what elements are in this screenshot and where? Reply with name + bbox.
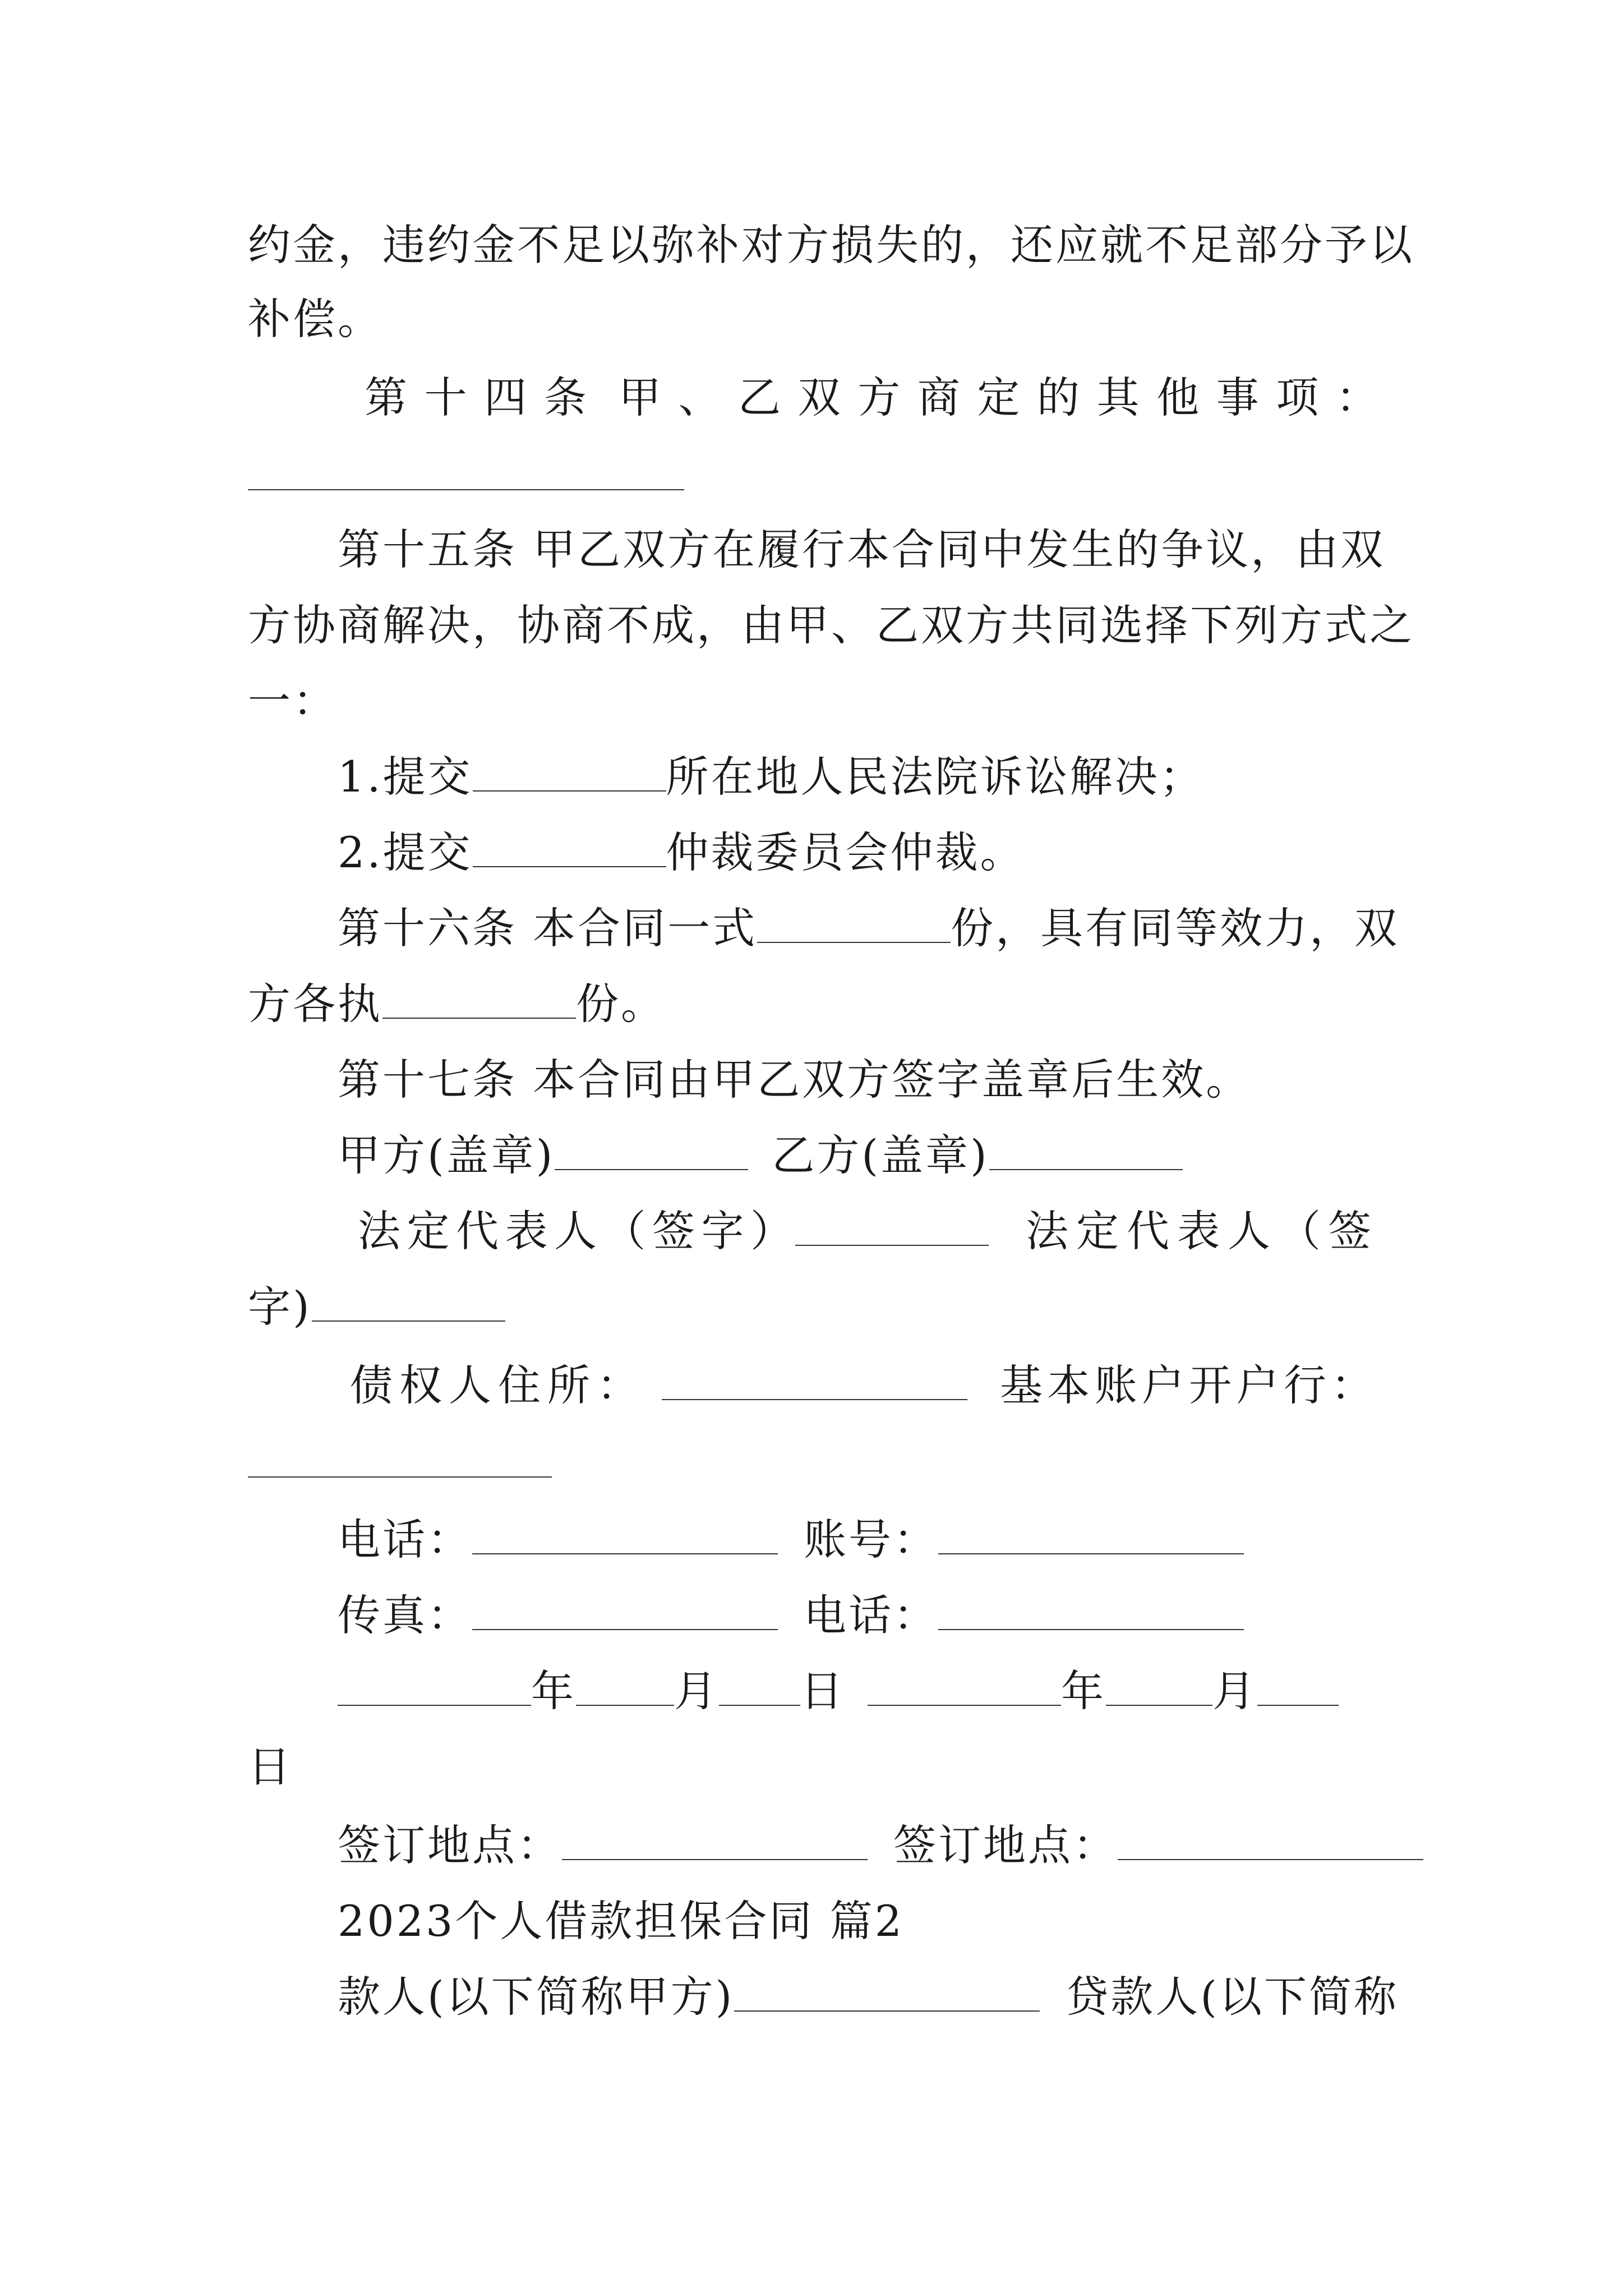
- fill-blank: [576, 1665, 674, 1706]
- fill-blank: [472, 1514, 778, 1554]
- bank-label: [1000, 1355, 1376, 1416]
- representative-line: [358, 1200, 1381, 1262]
- year-label: 年: [531, 1666, 576, 1716]
- spaced-char: （: [603, 1206, 648, 1256]
- party-a-seal-label: 甲方(盖章): [338, 1130, 555, 1180]
- spaced-char: 乙: [738, 372, 783, 422]
- fax-label: 传真：: [338, 1590, 472, 1640]
- section-heading: 2023个人借款担保合同 篇2: [338, 1896, 904, 1946]
- spaced-char: 四: [484, 372, 529, 422]
- spaced-char: 签: [1329, 1206, 1373, 1256]
- fill-blank: [757, 903, 951, 943]
- signing-place-label-2: 签订地点：: [893, 1820, 1118, 1870]
- month-label: 月: [674, 1666, 719, 1716]
- option-1-line: [338, 746, 1381, 808]
- text-line: [248, 1276, 1381, 1338]
- spaced-char: 其: [1096, 372, 1142, 422]
- fill-blank: [795, 1205, 989, 1246]
- text-line: 补偿。: [248, 294, 382, 344]
- signing-place-line: [338, 1815, 1381, 1876]
- text-line: 方协商解决，协商不成，由甲、乙双方共同选择下列方式之: [248, 600, 1414, 650]
- spaced-char: 债: [350, 1360, 395, 1410]
- text-line: [338, 1966, 1399, 2028]
- spaced-char: ）: [750, 1206, 795, 1256]
- fill-blank: [734, 1971, 1040, 2012]
- creditor-line: [350, 1355, 1381, 1416]
- spaced-char: 行: [1283, 1360, 1329, 1410]
- spaced-char: 定: [1076, 1206, 1121, 1256]
- spaced-char: 项: [1276, 372, 1321, 422]
- copies-prefix: 方各执: [248, 979, 382, 1029]
- rep-b-label-end: 字): [248, 1282, 312, 1332]
- clause-16-suffix: 份，具有同等效力，双: [951, 903, 1400, 953]
- account-label: 账号：: [804, 1515, 938, 1565]
- spaced-char: 开: [1189, 1360, 1234, 1410]
- option-2-suffix: 仲裁委员会仲裁。: [666, 827, 1025, 877]
- fill-blank: [473, 827, 666, 867]
- year-label-2: 年: [1061, 1666, 1106, 1716]
- fill-blank: [248, 1476, 552, 1478]
- borrower-label: 款人(以下简称甲方): [338, 1972, 735, 2022]
- spaced-char: 十: [424, 372, 469, 422]
- spaced-char: 条: [543, 372, 589, 422]
- spaced-char: 表: [505, 1206, 550, 1256]
- lender-label: 贷款人(以下简称: [1066, 1972, 1399, 2022]
- clause-16-line: [338, 898, 1400, 959]
- month-label-2: 月: [1212, 1666, 1257, 1716]
- fill-blank: [338, 1665, 531, 1706]
- spaced-char: 人: [449, 1360, 494, 1410]
- spaced-char: 定: [977, 372, 1022, 422]
- spaced-char: 字: [701, 1206, 746, 1256]
- clause-16-prefix: 第十六条 本合同一式: [338, 903, 758, 953]
- fill-blank: [989, 1130, 1183, 1170]
- option-1-suffix: 所在地人民法院诉讼解决；: [666, 752, 1205, 802]
- spaced-char: ：: [1335, 372, 1381, 422]
- spaced-char: 方: [857, 372, 903, 422]
- spaced-char: 的: [1036, 372, 1082, 422]
- spaced-char: 人: [1228, 1206, 1272, 1256]
- option-1-prefix: 1.提交: [338, 752, 473, 802]
- spaced-char: 表: [1177, 1206, 1222, 1256]
- creditor-address-label: [350, 1355, 642, 1416]
- clause-17-line: 第十七条 本合同由甲乙双方签字盖章后生效。: [338, 1055, 1251, 1105]
- spaced-char: 基: [1000, 1360, 1045, 1410]
- spaced-char: 户: [1141, 1360, 1187, 1410]
- fill-blank: [312, 1281, 505, 1322]
- spaced-char: 、: [678, 372, 723, 422]
- spaced-char: 所: [547, 1360, 592, 1410]
- option-2-line: [338, 822, 1381, 884]
- text-line: 约金，违约金不足以弥补对方损失的，还应就不足部分予以: [248, 220, 1414, 270]
- signing-place-label: 签订地点：: [338, 1820, 562, 1870]
- spaced-char: ：: [1330, 1360, 1376, 1410]
- phone-label-2: 电话：: [804, 1590, 938, 1640]
- fill-blank: [1118, 1820, 1423, 1860]
- text-line: 日: [248, 1742, 293, 1792]
- rep-a-label: [358, 1200, 795, 1262]
- fill-blank: [555, 1130, 748, 1170]
- option-2-prefix: 2.提交: [338, 827, 473, 877]
- spaced-char: 代: [456, 1206, 501, 1256]
- date-line: [338, 1660, 1381, 1722]
- fill-blank: [248, 489, 684, 490]
- spaced-char: 户: [1236, 1360, 1281, 1410]
- fill-blank: [382, 978, 576, 1019]
- spaced-char: 他: [1156, 372, 1202, 422]
- phone-label: 电话：: [338, 1515, 472, 1565]
- fill-blank: [719, 1665, 800, 1706]
- spaced-char: 本: [1047, 1360, 1092, 1410]
- spaced-char: 事: [1216, 372, 1261, 422]
- spaced-char: （: [1278, 1206, 1323, 1256]
- spaced-char: 代: [1127, 1206, 1172, 1256]
- spaced-char: 商: [917, 372, 962, 422]
- spaced-char: 双: [797, 372, 843, 422]
- copies-suffix: 份。: [576, 979, 666, 1029]
- spaced-char: 账: [1094, 1360, 1140, 1410]
- spaced-char: 甲: [618, 372, 663, 422]
- spaced-char: 第: [365, 372, 409, 422]
- fill-blank: [472, 1590, 778, 1630]
- fax-line: [338, 1585, 1381, 1646]
- spaced-char: 住: [498, 1360, 543, 1410]
- text-line: 一：: [248, 676, 338, 726]
- fill-blank: [562, 1820, 868, 1860]
- spaced-char: 法: [358, 1206, 403, 1256]
- spaced-char: 权: [399, 1360, 444, 1410]
- fill-blank: [1257, 1665, 1339, 1706]
- fill-blank: [662, 1360, 967, 1400]
- clause-15-line: 第十五条 甲乙双方在履行本合同中发生的争议，由双: [338, 524, 1386, 574]
- day-label: 日: [800, 1666, 845, 1716]
- rep-b-label: [1026, 1200, 1373, 1262]
- spaced-char: 签: [652, 1206, 697, 1256]
- text-line: [248, 973, 1381, 1035]
- seal-line: [338, 1125, 1381, 1186]
- fill-blank: [1106, 1665, 1212, 1706]
- phone-line: [338, 1509, 1381, 1571]
- spaced-char: 人: [554, 1206, 599, 1256]
- spaced-char: 定: [407, 1206, 452, 1256]
- fill-blank: [473, 751, 666, 792]
- fill-blank: [868, 1665, 1061, 1706]
- clause-14-line: [365, 367, 1381, 429]
- fill-blank: [938, 1514, 1244, 1554]
- fill-blank: [938, 1590, 1244, 1630]
- spaced-char: ：: [597, 1360, 642, 1410]
- spaced-char: 法: [1026, 1206, 1071, 1256]
- party-b-seal-label: 乙方(盖章): [772, 1130, 989, 1180]
